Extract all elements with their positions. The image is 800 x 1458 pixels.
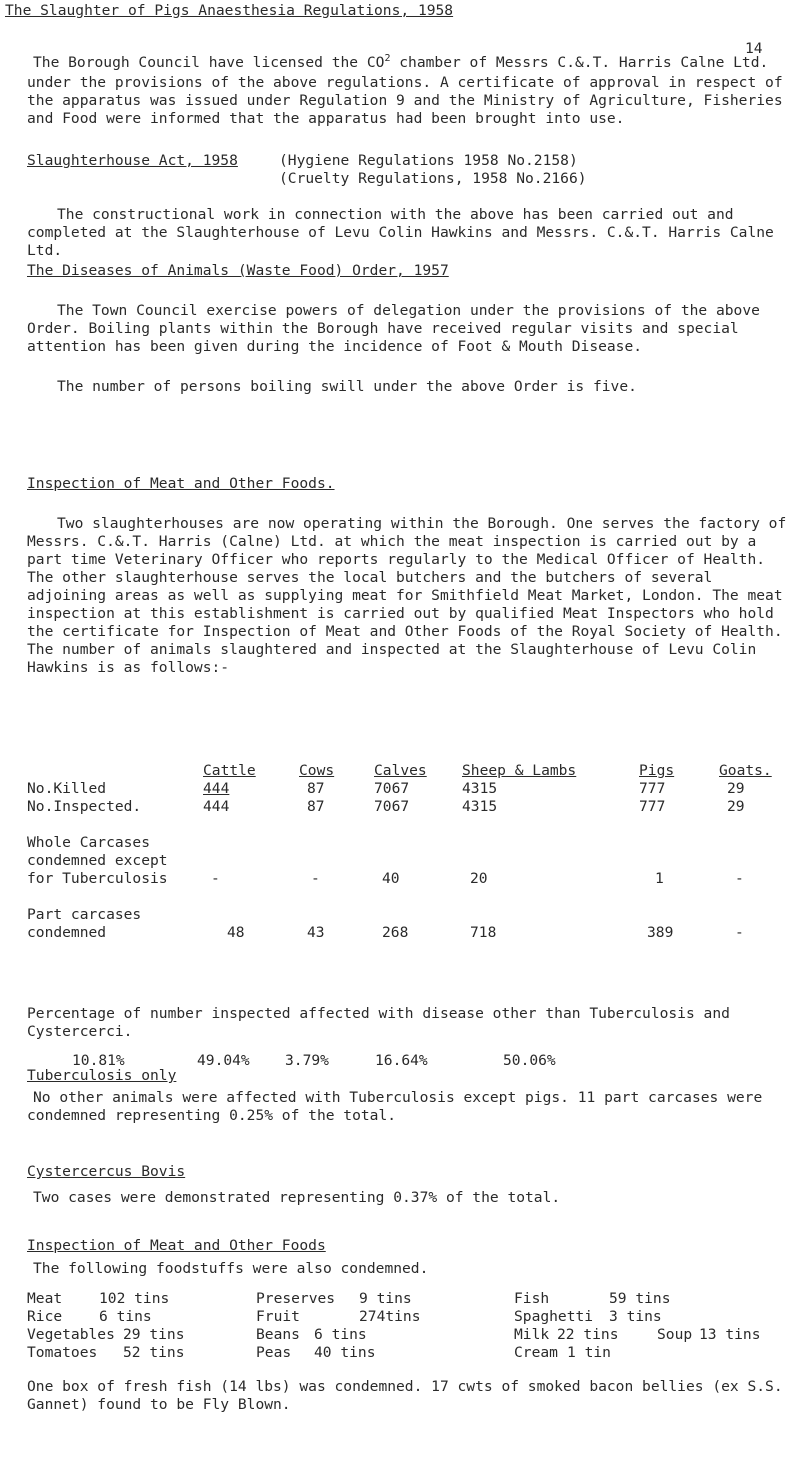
- food-qty: 6 tins: [314, 1326, 367, 1343]
- whole-cattle: -: [211, 870, 220, 887]
- page-header-title: The Slaughter of Pigs Anaesthesia Regulations, 1958: [5, 2, 454, 19]
- food-qty: 1 tin: [567, 1344, 611, 1361]
- whole-sheep: 20: [470, 870, 488, 887]
- waste-food-para2: The number of persons boiling swill under the above Order is five.: [57, 378, 637, 395]
- killed-cows: 87: [307, 780, 325, 797]
- cyst-text: Two cases were demonstrated representing 0.37% of the total.: [33, 1189, 561, 1206]
- foods-intro: The following foodstuffs were also condemned.: [33, 1260, 429, 1277]
- section-co2-licence: [27, 54, 797, 128]
- co2-text-b: chamber of Messrs C.&.T. Harris Calne Ltd. under the provisions of the above regulations. A certificate of approval in respect of the apparatus was issued under Regulation 9 and the Ministry of Agriculture, Fisheries and Food were informed that the apparatus had been brought into use.: [27, 54, 792, 127]
- slaughterhouse-act-heading: Slaughterhouse Act, 1958: [27, 152, 238, 169]
- foods-heading: Inspection of Meat and Other Foods: [27, 1237, 326, 1254]
- part-goats: -: [735, 924, 744, 941]
- whole-calves: 40: [382, 870, 400, 887]
- co2-paragraph: [27, 54, 797, 128]
- food-row: [27, 1290, 797, 1308]
- inspected-cattle: 444: [203, 798, 230, 815]
- col-sheep-lambs: Sheep & Lambs: [462, 762, 577, 779]
- killed-cattle: 444: [203, 780, 230, 797]
- tb-heading: Tuberculosis only: [27, 1067, 177, 1084]
- pct-sheep: 16.64%: [375, 1052, 428, 1069]
- food-name: Milk: [514, 1326, 550, 1343]
- food-name: Spaghetti: [514, 1308, 594, 1325]
- inspected-cows: 87: [307, 798, 325, 815]
- col-calves: Calves: [374, 762, 427, 779]
- food-qty: 52 tins: [123, 1344, 185, 1361]
- row-label-whole-2: condemned except: [27, 852, 168, 869]
- table-row: [27, 852, 797, 870]
- row-label-part-2: condemned: [27, 924, 107, 941]
- inspected-calves: 7067: [374, 798, 410, 815]
- food-name: Vegetables: [27, 1326, 115, 1343]
- food-name: Meat: [27, 1290, 63, 1307]
- food-row: [27, 1326, 797, 1344]
- hygiene-regulations: (Hygiene Regulations 1958 No.2158): [279, 152, 578, 169]
- inspected-sheep: 4315: [462, 798, 498, 815]
- table-row: [27, 834, 797, 852]
- meat-inspection-para: Two slaughterhouses are now operating within the Borough. One serves the factory of Messrs. C.&.T. Harris (Calne) Ltd. at which the meat inspection is carried out by a part time Veterinary Officer who reports regularly to the Medical Officer of Health. The other slaughterhouse serves the local butchers and the butchers of several adjoining areas as well as supplying meat for Smithfield Meat Market, London. The meat inspection at this establishment is carried out by qualified Meat Inspectors who hold the certificate for Inspection of Meat and Other Foods of the Royal Society of Health. The number of animals slaughtered and inspected at the Slaughterhouse of Levu Colin Hawkins is as follows:-: [27, 515, 796, 676]
- section-slaughterhouse-act: [27, 152, 797, 260]
- food-qty: 274tins: [359, 1308, 421, 1325]
- part-calves: 268: [382, 924, 409, 941]
- whole-cows: -: [311, 870, 320, 887]
- part-sheep: 718: [470, 924, 497, 941]
- table-row: [27, 780, 797, 798]
- row-label-whole-3: for Tuberculosis: [27, 870, 168, 887]
- whole-goats: -: [735, 870, 744, 887]
- food-qty: 22 tins: [557, 1326, 619, 1343]
- waste-food-heading: The Diseases of Animals (Waste Food) Order, 1957: [27, 262, 449, 279]
- food-row: [27, 1344, 797, 1362]
- table-row: [27, 906, 797, 924]
- food-name: Beans: [256, 1326, 300, 1343]
- food-name: Tomatoes: [27, 1344, 98, 1361]
- food-qty: 6 tins: [99, 1308, 152, 1325]
- whole-pigs: 1: [655, 870, 664, 887]
- part-cattle: 48: [227, 924, 245, 941]
- inspected-goats: 29: [727, 798, 745, 815]
- page-number: 14: [745, 40, 763, 57]
- food-name: Peas: [256, 1344, 292, 1361]
- table-row: [27, 798, 797, 816]
- food-name: Rice: [27, 1308, 63, 1325]
- food-qty: 13 tins: [699, 1326, 761, 1343]
- section-waste-food-order: [27, 262, 797, 396]
- killed-goats: 29: [727, 780, 745, 797]
- section-percentage: [27, 1005, 797, 1070]
- slaughter-table: [27, 762, 797, 942]
- inspected-pigs: 777: [639, 798, 666, 815]
- part-cows: 43: [307, 924, 325, 941]
- co2-superscript: 2: [384, 53, 391, 64]
- col-goats: Goats.: [719, 762, 772, 779]
- food-name: Preserves: [256, 1290, 336, 1307]
- food-name: Fish: [514, 1290, 550, 1307]
- table-row: [27, 924, 797, 942]
- section-cystercercus: [27, 1163, 797, 1207]
- pct-calves: 3.79%: [285, 1052, 329, 1069]
- foods-outro: One box of fresh fish (14 lbs) was condemned. 17 cwts of smoked bacon bellies (ex S.S. Gannet) found to be Fly Blown.: [27, 1378, 792, 1413]
- section-meat-inspection: [27, 475, 797, 677]
- co2-text-a: The Borough Council have licensed the CO: [33, 54, 385, 71]
- cyst-heading: Cystercercus Bovis: [27, 1163, 186, 1180]
- tb-text: No other animals were affected with Tuberculosis except pigs. 11 part carcases were condemned representing 0.25% of the total.: [27, 1089, 772, 1124]
- food-name: Soup: [657, 1326, 693, 1343]
- food-name: Fruit: [256, 1308, 300, 1325]
- pct-pigs: 50.06%: [503, 1052, 556, 1069]
- col-cattle: Cattle: [203, 762, 256, 779]
- table-header-row: [27, 762, 797, 780]
- pct-cows: 49.04%: [197, 1052, 250, 1069]
- waste-food-para1: The Town Council exercise powers of delegation under the provisions of the above Order. Boiling plants within the Borough have received regular visits and special attention has been given during the incidence of Foot & Mouth Disease.: [27, 302, 769, 355]
- food-qty: 3 tins: [609, 1308, 662, 1325]
- killed-sheep: 4315: [462, 780, 498, 797]
- food-row: [27, 1308, 797, 1326]
- food-name: Cream: [514, 1344, 558, 1361]
- percentage-text: Percentage of number inspected affected with disease other than Tuberculosis and Cystercerci.: [27, 1005, 739, 1040]
- row-label-part-1: Part carcases: [27, 906, 142, 923]
- slaughterhouse-act-body: The constructional work in connection with the above has been carried out and completed at the Slaughterhouse of Levu Colin Hawkins and Messrs. C.&.T. Harris Calne Ltd.: [27, 206, 783, 259]
- section-foods-condemned: [27, 1237, 797, 1414]
- food-qty: 9 tins: [359, 1290, 412, 1307]
- food-qty: 40 tins: [314, 1344, 376, 1361]
- pct-cattle: 10.81%: [72, 1052, 125, 1069]
- row-label-whole-1: Whole Carcases: [27, 834, 151, 851]
- col-pigs: Pigs: [639, 762, 675, 779]
- row-label-killed: No.Killed: [27, 780, 107, 797]
- killed-pigs: 777: [639, 780, 666, 797]
- killed-calves: 7067: [374, 780, 410, 797]
- part-pigs: 389: [647, 924, 674, 941]
- col-cows: Cows: [299, 762, 335, 779]
- food-qty: 102 tins: [99, 1290, 170, 1307]
- table-row: [27, 870, 797, 888]
- cruelty-regulations: (Cruelty Regulations, 1958 No.2166): [279, 170, 587, 187]
- meat-inspection-heading: Inspection of Meat and Other Foods.: [27, 475, 335, 492]
- row-label-inspected: No.Inspected.: [27, 798, 142, 815]
- food-qty: 59 tins: [609, 1290, 671, 1307]
- food-qty: 29 tins: [123, 1326, 185, 1343]
- section-tuberculosis: [27, 1067, 797, 1125]
